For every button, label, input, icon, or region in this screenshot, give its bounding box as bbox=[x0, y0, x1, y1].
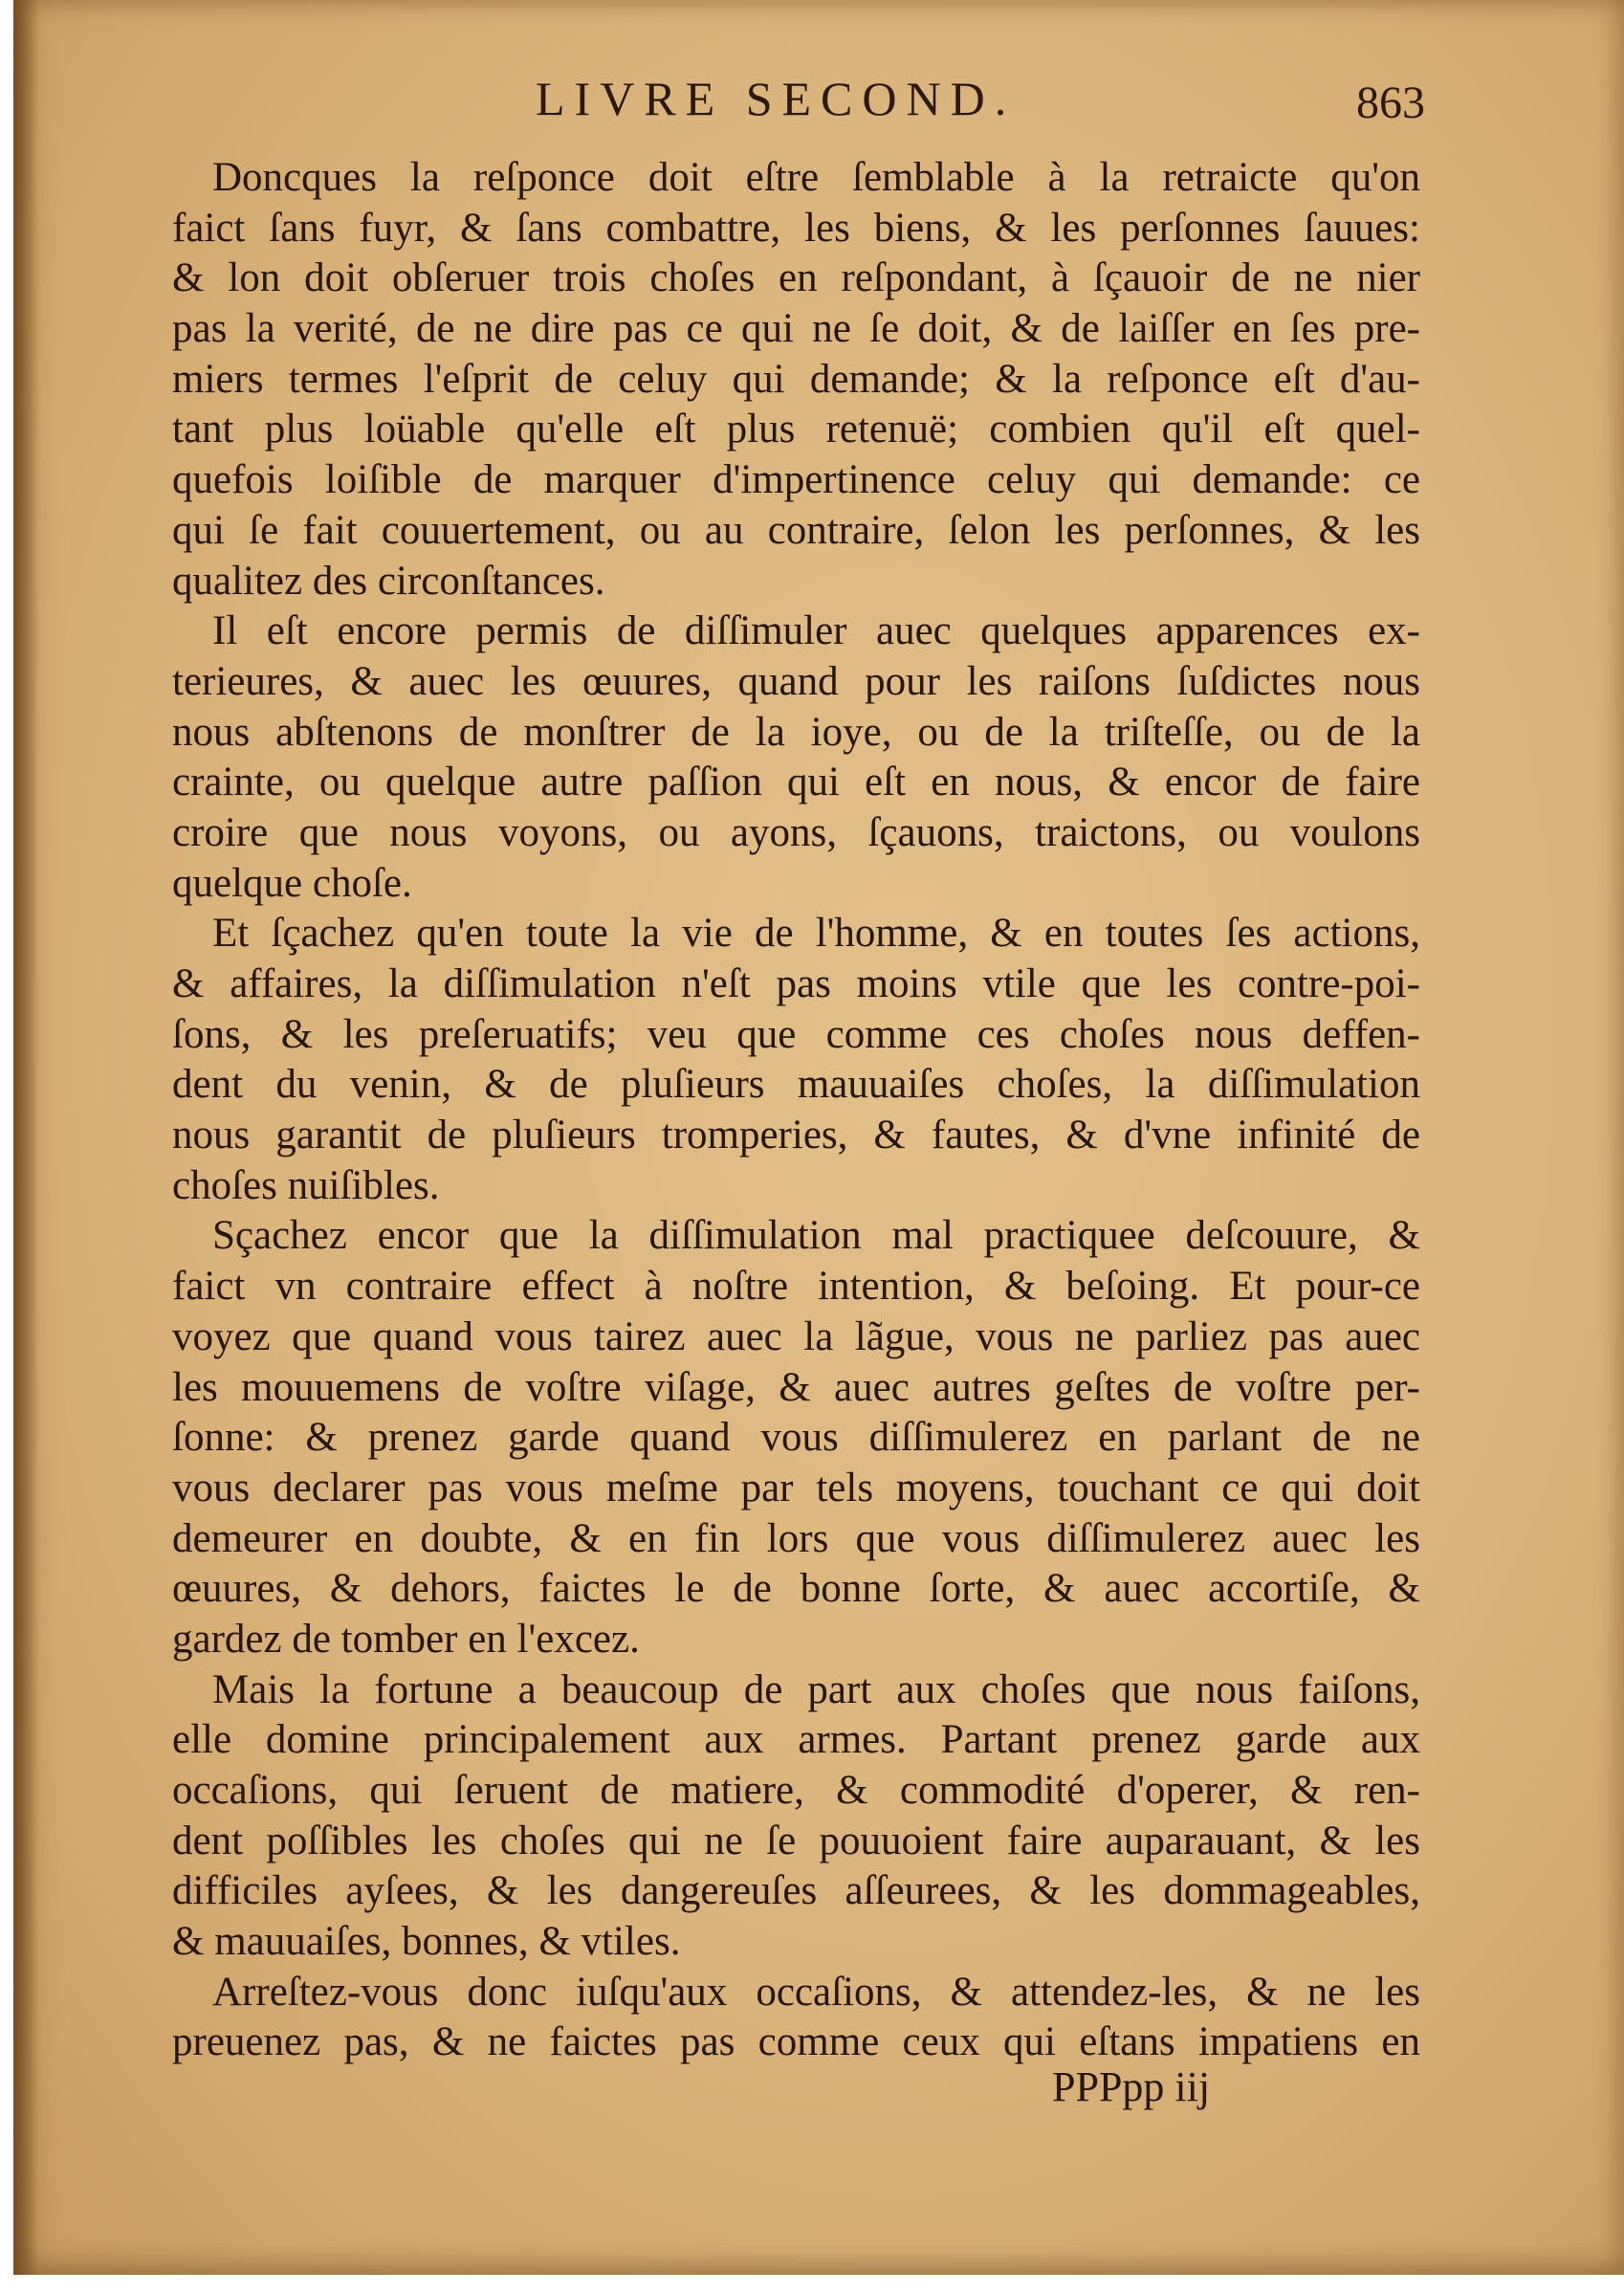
text-line: occaſions, qui ſeruent de matiere, & commodité d'operer, & ren- bbox=[172, 1768, 1420, 1813]
text-line: & lon doit obſeruer trois choſes en reſpondant, à ſçauoir de ne nier bbox=[172, 255, 1420, 301]
text-line: ſons, & les preſeruatifs; veu que comme ces choſes nous deffen- bbox=[172, 1011, 1420, 1057]
text-line: qualitez des circonſtances. bbox=[172, 558, 605, 604]
text-line: difficiles ayſees, & les dangereuſes aſſeurees, & les dommageables, bbox=[172, 1868, 1420, 1914]
text-line: voyez que quand vous tairez auec la lãgue, vous ne parliez pas auec bbox=[172, 1313, 1420, 1359]
signature-mark: PPPpp iij bbox=[1052, 2063, 1211, 2110]
page-gutter-shadow bbox=[13, 0, 38, 2275]
text-line: dent poſſibles les choſes qui ne ſe pouuoient faire auparauant, & les bbox=[172, 1818, 1420, 1863]
text-line: œuures, & dehors, faictes le de bonne ſorte, & auec accortiſe, & bbox=[172, 1566, 1420, 1612]
text-line: & affaires, la diſſimulation n'eſt pas moins vtile que les contre-poi- bbox=[172, 961, 1420, 1006]
text-line: qui ſe fait couuertement, ou au contraire, ſelon les perſonnes, & les bbox=[172, 507, 1420, 553]
running-title: LIVRE SECOND. bbox=[536, 72, 1017, 125]
text-line: demeurer en doubte, & en fin lors que vous diſſimulerez auec les bbox=[172, 1515, 1420, 1561]
text-line: elle domine principalement aux armes. Partant prenez garde aux bbox=[172, 1717, 1420, 1763]
text-line: terieures, & auec les œuures, quand pour les raiſons ſuſdictes nous bbox=[172, 658, 1420, 704]
text-line: vous declarer pas vous meſme par tels moyens, touchant ce qui doit bbox=[172, 1465, 1420, 1510]
text-line: crainte, ou quelque autre paſſion qui eſt en nous, & encor de faire bbox=[172, 760, 1420, 805]
body-text bbox=[172, 153, 1420, 2068]
page-number: 863 bbox=[1356, 77, 1425, 128]
text-line: gardez de tomber en l'excez. bbox=[172, 1616, 640, 1662]
text-line: nous abſtenons de monſtrer de la ioye, ou de la triſteſſe, ou de la bbox=[172, 709, 1420, 755]
text-line: pas la verité, de ne dire pas ce qui ne ſe doit, & de laiſſer en ſes pre- bbox=[172, 306, 1420, 352]
text-line: croire que nous voyons, ou ayons, ſçauons, traictons, ou voulons bbox=[172, 809, 1420, 855]
text-line: dent du venin, & de pluſieurs mauuaiſes choſes, la diſſimulation bbox=[172, 1062, 1420, 1108]
text-line: Arreſtez-vous donc iuſqu'aux occaſions, & attendez-les, & ne les bbox=[212, 1969, 1420, 2015]
text-line: ſonne: & prenez garde quand vous diſſimulerez en parlant de ne bbox=[172, 1415, 1420, 1461]
text-line: Mais la fortune a beaucoup de part aux choſes que nous faiſons, bbox=[212, 1666, 1420, 1712]
text-line: & mauuaiſes, bonnes, & vtiles. bbox=[172, 1919, 681, 1965]
text-line: Doncques la reſponce doit eſtre ſemblable à la retraicte qu'on bbox=[212, 155, 1420, 200]
text-line: quelque choſe. bbox=[172, 860, 412, 906]
text-line: faict ſans fuyr, & ſans combattre, les biens, & les perſonnes ſauues: bbox=[172, 205, 1420, 251]
text-line: tant plus loüable qu'elle eſt plus retenuë; combien qu'il eſt quel- bbox=[172, 407, 1420, 452]
text-line: Et ſçachez qu'en toute la vie de l'homme, & en toutes ſes actions, bbox=[212, 911, 1420, 957]
text-line: faict vn contraire effect à noſtre intention, & beſoing. Et pour-ce bbox=[172, 1264, 1420, 1310]
text-line: preuenez pas, & ne faictes pas comme ceux qui eſtans impatiens en bbox=[172, 2019, 1420, 2065]
text-line: choſes nuiſibles. bbox=[172, 1162, 440, 1208]
text-line: nous garantit de pluſieurs tromperies, & fautes, & d'vne infinité de bbox=[172, 1113, 1420, 1158]
text-line: Sçachez encor que la diſſimulation mal practiquee deſcouure, & bbox=[212, 1213, 1420, 1259]
text-line: miers termes l'eſprit de celuy qui demande; & la reſponce eſt d'au- bbox=[172, 356, 1420, 402]
text-line: quefois loiſible de marquer d'impertinence celuy qui demande: ce bbox=[172, 457, 1420, 503]
text-line: Il eſt encore permis de diſſimuler auec quelques apparences ex- bbox=[212, 608, 1420, 654]
text-line: les mouuemens de voſtre viſage, & auec autres geſtes de voſtre per- bbox=[172, 1364, 1420, 1410]
